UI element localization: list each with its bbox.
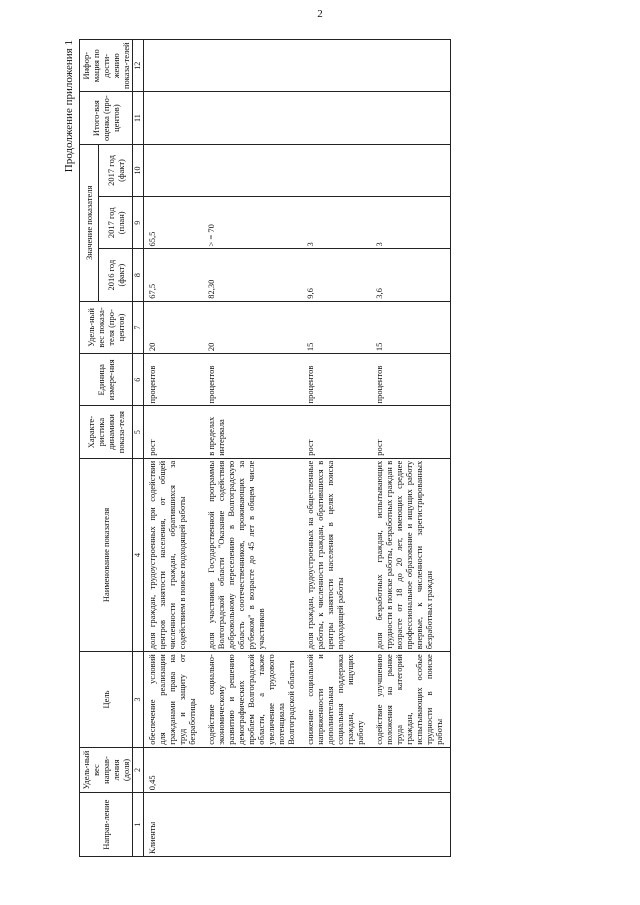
cell-fact-2016: 3,6 (371, 249, 451, 301)
rotated-landscape-page (45, 20, 605, 875)
cell-indicator-weight: 15 (302, 301, 371, 353)
header-dynamics: Характе-ристика динамики показа-теля (80, 406, 133, 458)
appendix-caption: Продолжение приложения 1 (63, 40, 75, 173)
cell-direction-weight (371, 747, 451, 793)
header-direction-weight: Удель-ный вес направ-ления (доля) (80, 747, 133, 793)
cell-direction: Клиенты (143, 793, 203, 857)
table-row (143, 40, 203, 857)
cell-direction (203, 793, 302, 857)
cell-indicator: доля участников Государственной программы Волгоградской области "Оказание содействия добровольному переселению в Волгоградскую область соотечественников, проживающих за рубежом" в возрасте до 45 лет в общем числе участников (203, 458, 302, 651)
header-goal: Цель (80, 652, 133, 748)
column-number: 6 (133, 354, 143, 406)
header-indicator-values: Значение показателя (80, 144, 99, 301)
column-number: 11 (133, 92, 143, 144)
column-number: 5 (133, 406, 143, 458)
header-indicator-name: Наименование показателя (80, 458, 133, 651)
cell-unit: процентов (371, 354, 451, 406)
header-unit: Единица измере-ния (80, 354, 133, 406)
cell-direction-weight: 0,45 (143, 747, 203, 793)
cell-achievement-info (302, 40, 371, 92)
cell-goal: содействие улучшению положения на рынке труда категорий граждан, испытывающих особые трудности в поиске работы (371, 652, 451, 748)
cell-achievement-info (371, 40, 451, 92)
cell-total-score (143, 92, 203, 144)
cell-goal: обеспечение условий для реализации гражданами права на труд и защиту от безработицы (143, 652, 203, 748)
column-number: 3 (133, 652, 143, 748)
cell-dynamics: рост (371, 406, 451, 458)
cell-unit: процентов (143, 354, 203, 406)
cell-goal: снижение социальной напряженности и дополнительная социальная поддержка граждан, ищущих работу (302, 652, 371, 748)
header-row (80, 40, 99, 857)
cell-indicator: доля граждан, трудоустроенных при содействии центров занятости населения, от общей численности граждан, обратившихся за содействием в поиске подходящей работы (143, 458, 203, 651)
cell-unit: процентов (203, 354, 302, 406)
cell-plan-2017: 3 (371, 197, 451, 249)
table-row (302, 40, 371, 857)
column-number: 9 (133, 197, 143, 249)
column-number: 7 (133, 301, 143, 353)
cell-fact-2016: 67,5 (143, 249, 203, 301)
cell-plan-2017: > = 70 (203, 197, 302, 249)
table-row (203, 40, 302, 857)
header-direction: Направ-ление (80, 793, 133, 857)
header-indicator-weight: Удель-ный вес показа-теля (про-центов) (80, 301, 133, 353)
cell-indicator-weight: 15 (371, 301, 451, 353)
cell-direction-weight (302, 747, 371, 793)
column-number: 10 (133, 144, 143, 196)
header-achievement-info: Инфор-мация по дости-жению показа-телей (80, 40, 133, 92)
cell-indicator: доля безработных граждан, испытывающих трудности в поиске работы, безработных граждан в возрасте от 18 до 20 лет, имеющих среднее профессиональное образование и ищущих работу впервые, к численности зарегистрированных безработных граждан (371, 458, 451, 651)
cell-fact-2016: 82,30 (203, 249, 302, 301)
cell-plan-2017: 65,5 (143, 197, 203, 249)
header-fact-2016: 2016 год (факт) (99, 249, 133, 301)
table-row (371, 40, 451, 857)
cell-direction (371, 793, 451, 857)
cell-direction (302, 793, 371, 857)
indicators-table (79, 39, 451, 857)
column-number: 8 (133, 249, 143, 301)
cell-total-score (203, 92, 302, 144)
column-number: 1 (133, 793, 143, 857)
cell-dynamics: рост (143, 406, 203, 458)
cell-total-score (371, 92, 451, 144)
header-fact-2017: 2017 год (факт) (99, 144, 133, 196)
cell-direction-weight (203, 747, 302, 793)
cell-indicator-weight: 20 (143, 301, 203, 353)
cell-fact-2017 (371, 144, 451, 196)
cell-total-score (302, 92, 371, 144)
column-number-row (133, 40, 143, 857)
column-number: 4 (133, 458, 143, 651)
cell-dynamics: в пределах интервала (203, 406, 302, 458)
cell-fact-2017 (143, 144, 203, 196)
column-number: 12 (133, 40, 143, 92)
column-number: 2 (133, 747, 143, 793)
cell-indicator-weight: 20 (203, 301, 302, 353)
cell-fact-2017 (203, 144, 302, 196)
cell-goal: содействие социально-экономическому развитию и решению демографических проблем Волгоградской области, а также увеличение трудового потенциала Волгоградской области (203, 652, 302, 748)
page-number: 2 (317, 8, 323, 20)
cell-indicator: доля граждан, трудоустроенных на общественные работы, к численности граждан, обратившихся в центры занятости населения в целях поиска подходящей работы (302, 458, 371, 651)
header-plan-2017: 2017 год (план) (99, 197, 133, 249)
cell-plan-2017: 3 (302, 197, 371, 249)
cell-achievement-info (203, 40, 302, 92)
header-total-score: Итого-вая оценка (про-центов) (80, 92, 133, 144)
cell-unit: процентов (302, 354, 371, 406)
cell-fact-2017 (302, 144, 371, 196)
cell-achievement-info (143, 40, 203, 92)
cell-fact-2016: 9,6 (302, 249, 371, 301)
cell-dynamics: рост (302, 406, 371, 458)
